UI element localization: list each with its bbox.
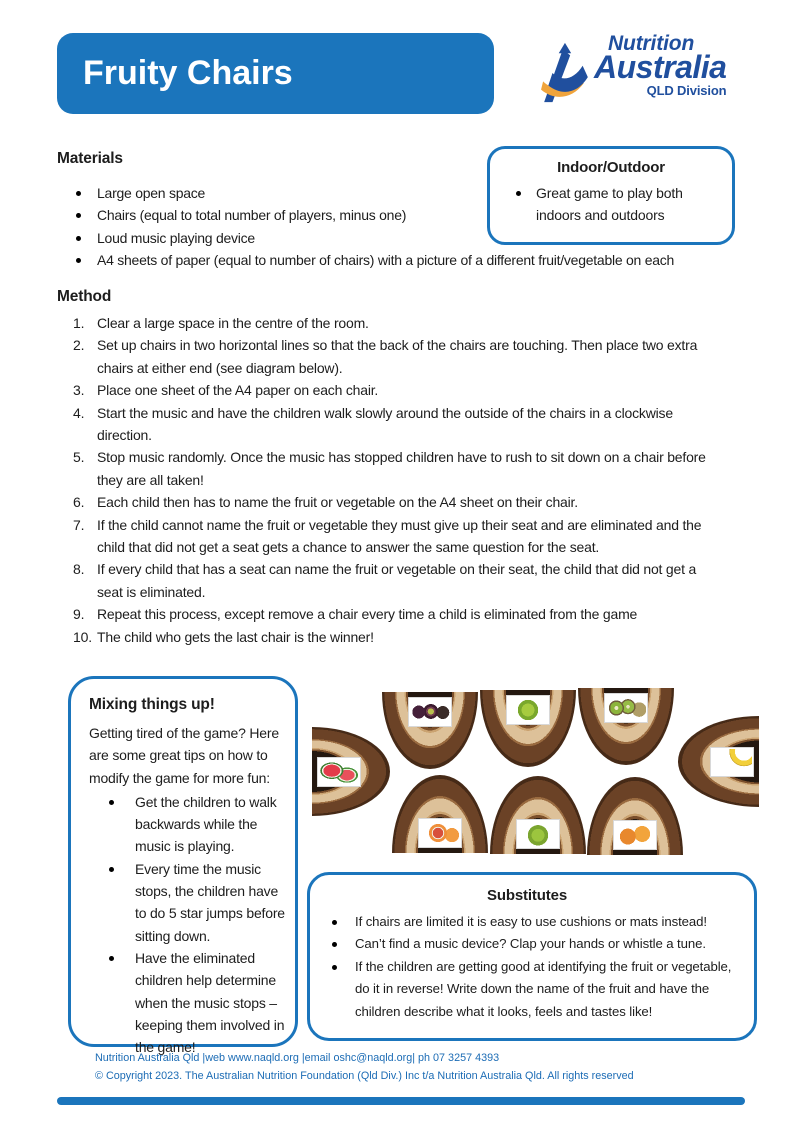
materials-item: Loud music playing device [57, 227, 757, 249]
logo-a-swoosh-icon [540, 38, 592, 108]
materials-heading: Materials [57, 150, 123, 167]
method-step: Stop music randomly. Once the music has stopped children have to rush to sit down on a chair before they are all taken! [97, 449, 706, 488]
passionfruit-picture [410, 699, 450, 725]
footer [95, 1050, 634, 1085]
method-step: If the child cannot name the fruit or vegetable they must give up their seat and are eliminated and the child that did not get a seat gets a chance to answer the same question for the seat. [97, 516, 702, 556]
substitutes-box [307, 872, 757, 1041]
materials-item: Large open space [57, 182, 757, 204]
chair [312, 727, 390, 816]
grapefruit-picture [420, 820, 460, 846]
mixing-things-up-box [68, 676, 298, 1056]
nutrition-australia-logo [540, 32, 760, 116]
mixing-list [89, 791, 283, 1059]
mixing-intro: Getting tired of the game? Here are some great tips on how to modify the game for more fun: [89, 725, 279, 786]
substitutes-heading: Substitutes [486, 887, 568, 904]
substitutes-item: If chairs are limited it is easy to use cushions or mats instead! [310, 911, 744, 933]
mixing-heading: Mixing things up! [89, 696, 215, 713]
substitutes-item: Can’t find a music device? Clap your hands or whistle a tune. [310, 933, 744, 955]
chair [587, 777, 683, 855]
fruit-card [710, 747, 754, 777]
lime-picture [508, 697, 548, 723]
kiwi-picture [606, 695, 646, 721]
watermelon-picture [319, 759, 359, 785]
chair [392, 775, 488, 853]
fruit-card [613, 820, 657, 850]
chair [490, 776, 586, 854]
footer-accent-bar [57, 1097, 745, 1105]
indoor-outdoor-item: Great game to play both indoors and outdoors [502, 182, 707, 227]
oranges-picture [615, 822, 655, 848]
footer-contact-line: Nutrition Australia Qld |web www.naqld.org |email oshc@naqld.org| ph 07 3257 4393 [95, 1052, 500, 1064]
chair [578, 688, 674, 765]
fruit-card [317, 757, 361, 787]
substitutes-list [310, 911, 744, 1023]
chair [678, 716, 759, 807]
fruit-card [408, 697, 452, 727]
fruit-card [418, 818, 462, 848]
fruit-card [516, 819, 560, 849]
method-heading: Method [57, 288, 112, 305]
mixing-item: Get the children to walk backwards while the music is playing. [89, 791, 289, 858]
method-step: The child who gets the last chair is the winner! [97, 628, 374, 645]
fruit-card [506, 695, 550, 725]
logo-text [594, 32, 726, 116]
chair [382, 692, 478, 769]
page-title: Fruity Chairs [83, 54, 293, 92]
mixing-item: Every time the music stops, the children have to do 5 star jumps before sitting down. [89, 858, 289, 947]
method-step: Place one sheet of the A4 paper on each chair. [97, 382, 379, 399]
green-apple-picture [518, 821, 558, 847]
footer-copyright-line: © Copyright 2023. The Australian Nutrition Foundation (Qld Div.) Inc t/a Nutrition Australia Qld. All rights reserved [95, 1069, 634, 1082]
indoor-outdoor-heading: Indoor/Outdoor [557, 159, 665, 176]
method-step: Start the music and have the children walk slowly around the outside of the chairs in a clockwise direction. [97, 404, 673, 444]
materials-item: A4 sheets of paper (equal to number of chairs) with a picture of a different fruit/vegetable on each [57, 249, 757, 271]
logo-word-australia: Australia [594, 49, 727, 85]
mixing-item: Have the eliminated children help determine when the music stops – keeping them involved in the game! [89, 947, 289, 1058]
method-step: Repeat this process, except remove a chair every time a child is eliminated from the game [97, 606, 638, 623]
materials-item: Chairs (equal to total number of players, minus one) [57, 204, 757, 226]
method-step: If every child that has a seat can name the fruit or vegetable on their seat, the child that did not get a seat is eliminated. [97, 561, 697, 600]
indoor-outdoor-list [502, 182, 720, 227]
indoor-outdoor-box [487, 146, 735, 245]
substitutes-item: If the children are getting good at identifying the fruit or vegetable, do it in reverse! Write down the name of the fruit and have the children describe what it looks, feels and tastes like! [310, 956, 744, 1023]
method-step: Set up chairs in two horizontal lines so that the back of the chairs are touching. Then place two extra chairs at either end (see diagram below). [97, 337, 698, 376]
method-step: Clear a large space in the centre of the room. [97, 315, 369, 331]
logo-qld-division: QLD Division [646, 83, 727, 98]
logo-word-nutrition: Nutrition [608, 32, 695, 55]
chair-arrangement-diagram [312, 676, 760, 864]
fruit-card [604, 693, 648, 723]
title-banner [57, 33, 494, 114]
banana-picture [712, 749, 752, 775]
method-steps [57, 312, 719, 648]
chair [480, 690, 576, 767]
method-step: Each child then has to name the fruit or vegetable on the A4 sheet on their chair. [97, 494, 578, 511]
